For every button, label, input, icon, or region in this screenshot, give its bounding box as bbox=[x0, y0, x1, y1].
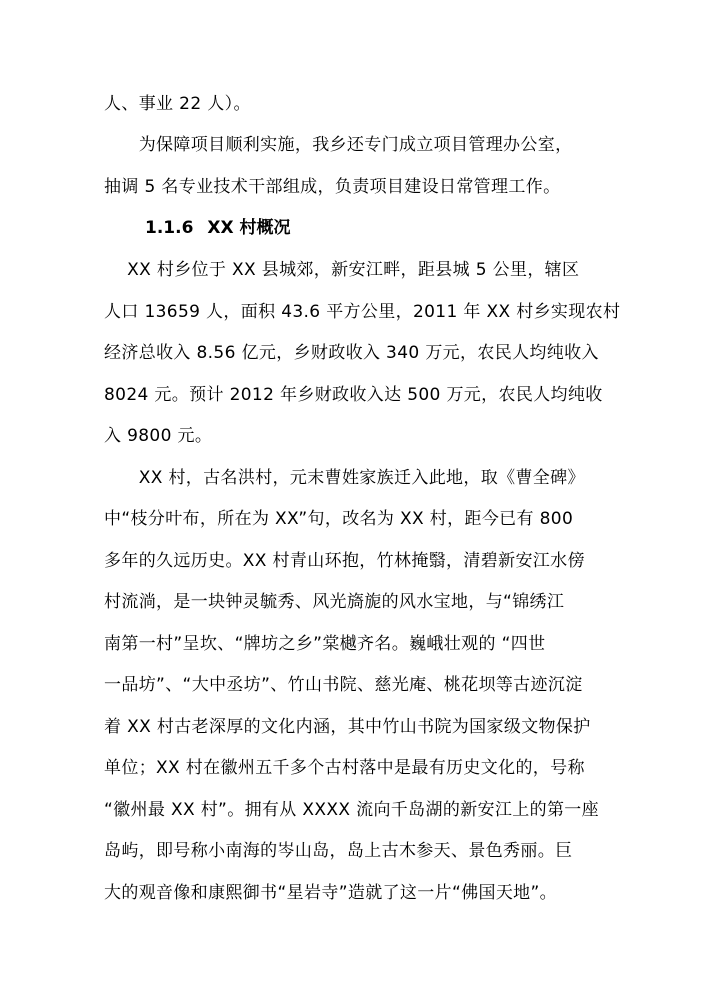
text-line: 一品坊”、“大中丞坊”、竹山书院、慈光庵、桃花坝等古迹沉淀 bbox=[104, 675, 583, 695]
text-line: 着 XX 村古老深厚的文化内涵，其中竹山书院为国家级文物保护 bbox=[104, 717, 591, 737]
text-line: 大的观音像和康熙御书“星岩寺”造就了这一片“佛国天地”。 bbox=[104, 883, 558, 903]
text-line: 村流淌，是一块钟灵毓秀、风光旖旎的风水宝地，与“锦绣江 bbox=[104, 592, 565, 612]
text-line: 抽调 5 名专业技术干部组成，负责项目建设日常管理工作。 bbox=[104, 177, 561, 197]
text-line: 人口 13659 人，面积 43.6 平方公里，2011 年 XX 村乡实现农村 bbox=[104, 302, 621, 322]
text-line: 中“枝分叶布，所在为 XX”句，改名为 XX 村，距今已有 800 bbox=[104, 509, 574, 529]
text-line: 为保障项目顺利实施，我乡还专门成立项目管理办公室， bbox=[104, 135, 573, 155]
text-line: 南第一村”呈坎、“牌坊之乡”棠樾齐名。巍峨壮观的 “四世 bbox=[104, 634, 546, 654]
text-line: 单位；XX 村在徽州五千多个古村落中是最有历史文化的，号称 bbox=[104, 758, 585, 778]
text-line: XX 村乡位于 XX 县城郊，新安江畔，距县城 5 公里，辖区 bbox=[104, 260, 580, 280]
text-line: 经济总收入 8.56 亿元，乡财政收入 340 万元，农民人均纯收入 bbox=[104, 343, 599, 363]
section-heading bbox=[145, 217, 291, 239]
text-line: XX 村，古名洪村，元末曹姓家族迁入此地，取《曹全碑》 bbox=[104, 468, 585, 488]
text-line: 8024 元。预计 2012 年乡财政收入达 500 万元，农民人均纯收 bbox=[104, 385, 603, 405]
section-title: XX 村概况 bbox=[207, 218, 291, 238]
text-line: 入 9800 元。 bbox=[104, 426, 213, 446]
section-number: 1.1.6 bbox=[145, 218, 194, 238]
text-line: “徽州最 XX 村”。拥有从 XXXX 流向千岛湖的新安江上的第一座 bbox=[104, 800, 600, 820]
text-line: 岛屿，即号称小南海的岑山岛，岛上古木参天、景色秀丽。巨 bbox=[104, 841, 573, 861]
text-line: 人、事业 22 人）。 bbox=[104, 94, 251, 114]
text-line: 多年的久远历史。XX 村青山环抱，竹林掩翳，清碧新安江水傍 bbox=[104, 551, 585, 571]
